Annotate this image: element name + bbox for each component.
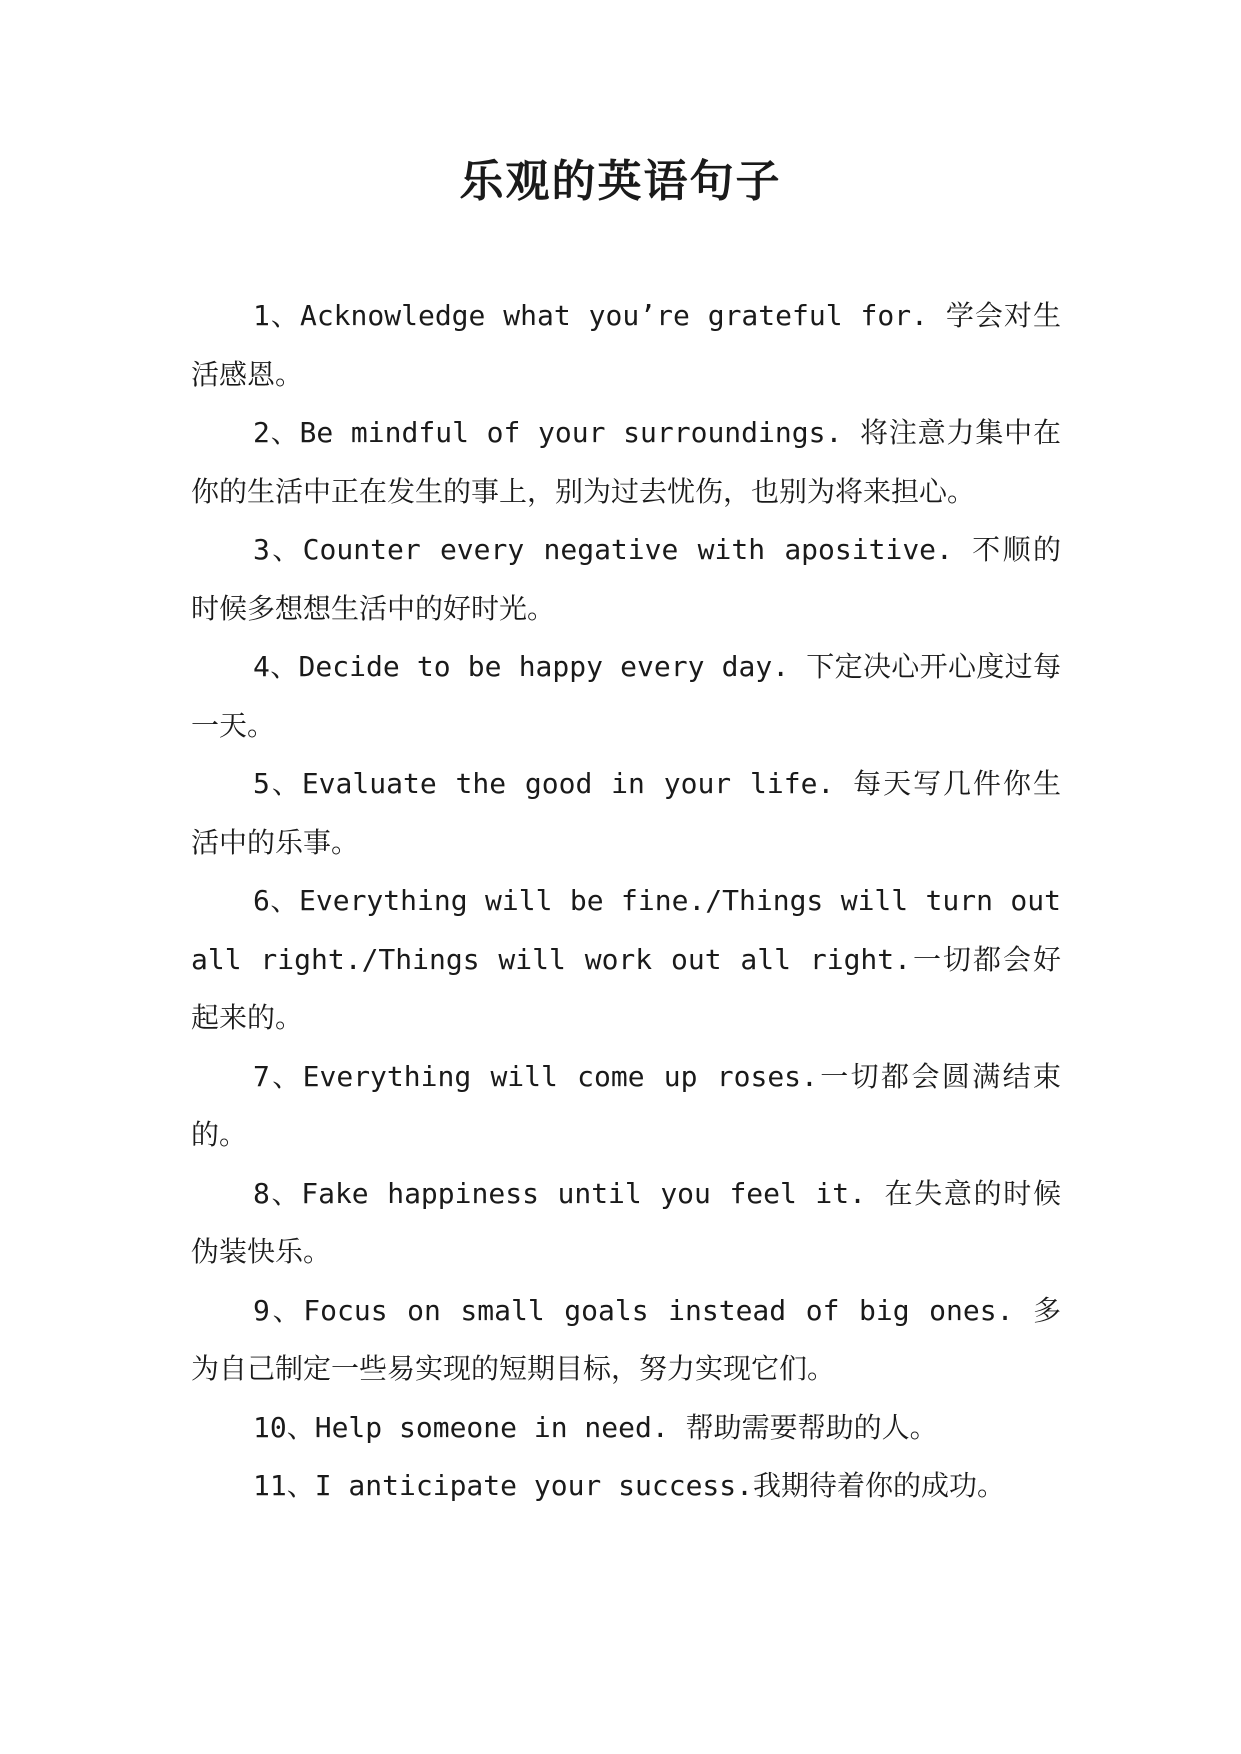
paragraph-5: 5、Evaluate the good in your life. 每天写几件你生活中的乐事。 bbox=[191, 767, 1061, 859]
document-title: 乐观的英语句子 bbox=[459, 156, 782, 207]
document-body bbox=[191, 287, 1061, 1516]
paragraph-4: 4、Decide to be happy every day. 下定决心开心度过每一天。 bbox=[191, 650, 1061, 742]
paragraph-7: 7、Everything will come up roses.一切都会圆满结束的。 bbox=[191, 1059, 1061, 1151]
paragraph-10: 10、Help someone in need. 帮助需要帮助的人。 bbox=[253, 1410, 938, 1444]
paragraph-8: 8、Fake happiness until you feel it. 在失意的时候伪装快乐。 bbox=[191, 1176, 1061, 1268]
paragraph-1: 1、Acknowledge what you’re grateful for. 学会对生活感恩。 bbox=[191, 299, 1061, 391]
paragraph-2: 2、Be mindful of your surroundings. 将注意力集中在你的生活中正在发生的事上，别为过去忧伤，也别为将来担心。 bbox=[191, 416, 1061, 508]
paragraph-6: 6、Everything will be fine./Things will turn out all right./Things will work out all right.一切都会好起来的。 bbox=[191, 884, 1061, 1034]
paragraph-3: 3、Counter every negative with apositive. 不顺的时候多想想生活中的好时光。 bbox=[191, 533, 1061, 625]
paragraph-11: 11、I anticipate your success.我期待着你的成功。 bbox=[253, 1469, 1006, 1502]
paragraph-9: 9、Focus on small goals instead of big ones. 多为自己制定一些易实现的短期目标，努力实现它们。 bbox=[191, 1293, 1061, 1385]
